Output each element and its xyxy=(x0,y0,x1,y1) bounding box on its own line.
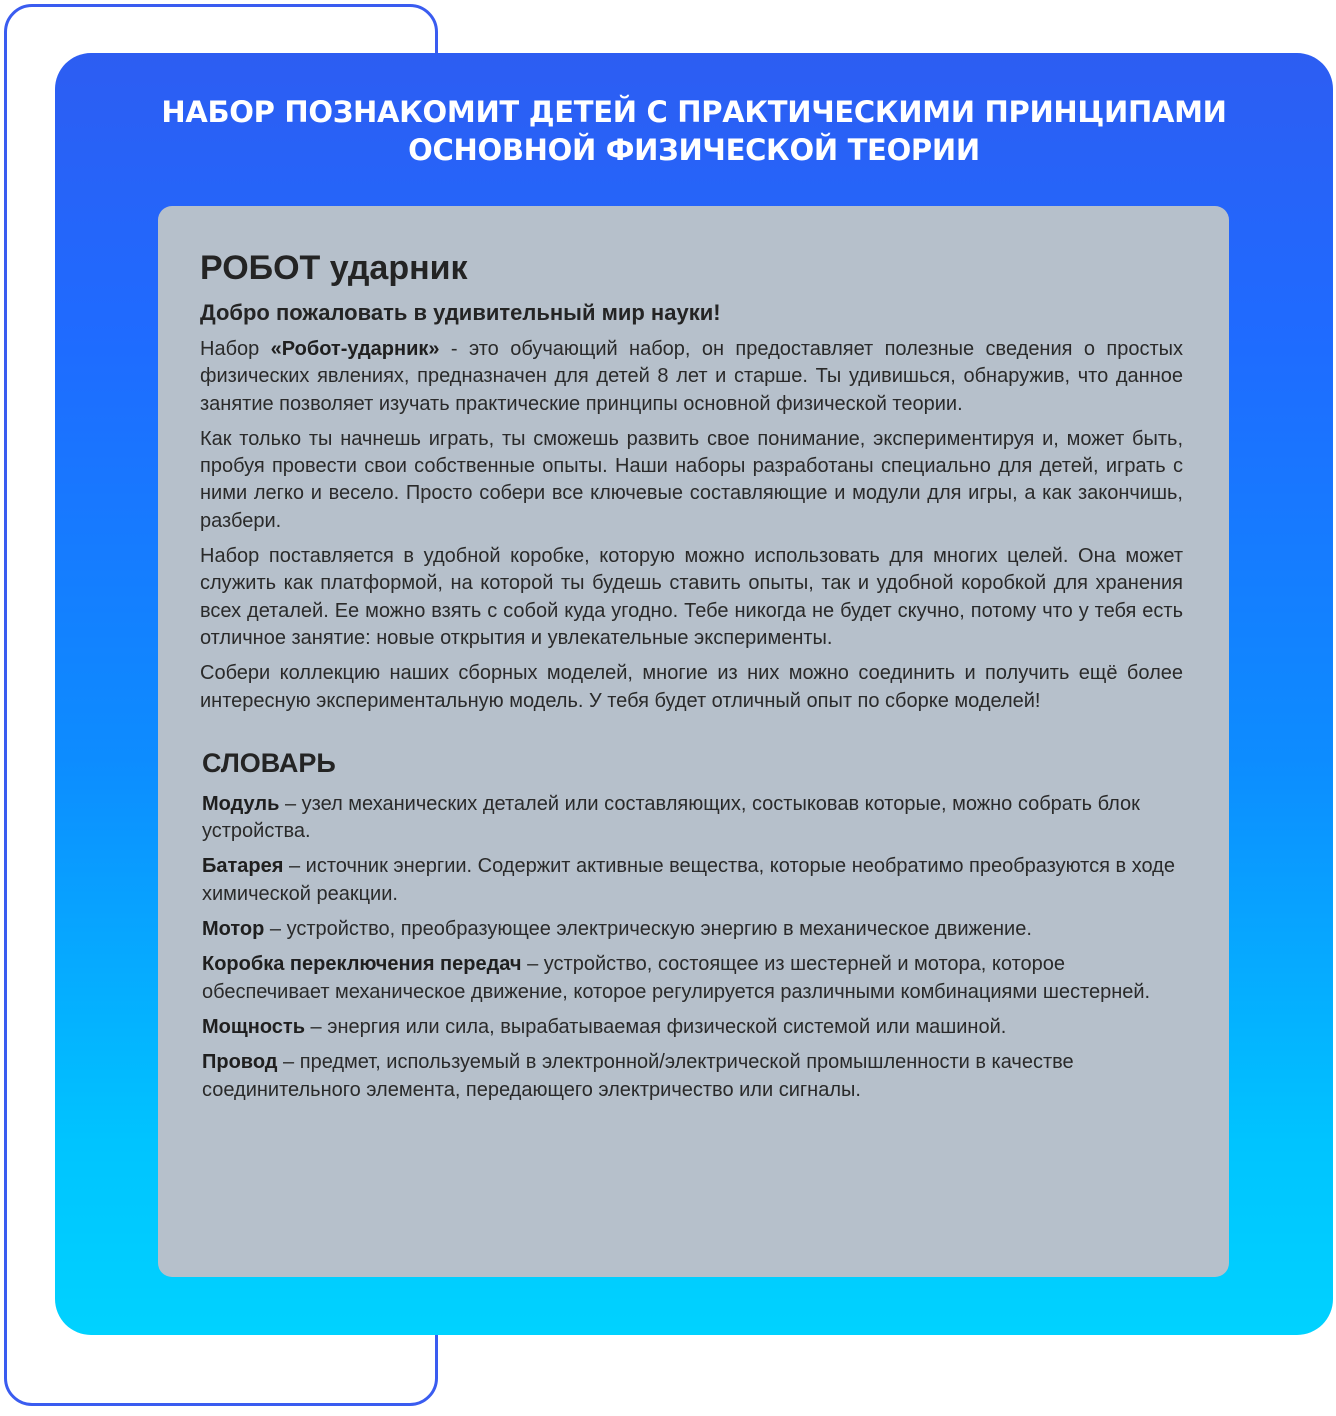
card-title: РОБОТ ударник xyxy=(200,249,468,287)
glossary-definition: – устройство, состоящее из шестерней и мотора, которое обеспечивает механическое движение, которое регулируется различными комбинациями шестерней. xyxy=(202,953,1151,1003)
product-name: «Робот-ударник» xyxy=(270,338,440,360)
glossary-term: Мощность xyxy=(202,1015,305,1038)
glossary-item xyxy=(202,1014,1183,1041)
card-subtitle: Добро пожаловать в удивительный мир науки! xyxy=(200,300,721,325)
glossary-item xyxy=(202,951,1183,1006)
glossary-term: Провод xyxy=(202,1051,278,1074)
glossary-term: Батарея xyxy=(202,855,284,878)
glossary-item xyxy=(202,853,1183,908)
glossary-item xyxy=(202,791,1183,846)
glossary-definition: – источник энергии. Содержит активные вещества, которые необратимо преобразуются в ходе химической реакции. xyxy=(202,855,1175,905)
intro-prefix: Набор xyxy=(200,338,271,360)
glossary-definition: – предмет, используемый в электронной/электрической промышленности в качестве соединительного элемента, передающего электричество или сигналы. xyxy=(202,1051,1074,1101)
glossary-term: Коробка переключения передач xyxy=(202,953,522,976)
blue-gradient-panel xyxy=(55,53,1333,1335)
info-card xyxy=(158,206,1229,1277)
glossary-item xyxy=(202,916,1183,943)
glossary-definition: – энергия или сила, вырабатываемая физической системой или машиной. xyxy=(305,1015,1007,1038)
paragraph-box: Набор поставляется в удобной коробке, которую можно использовать для многих целей. Она может служить как платформой, на которой ты будешь ставить опыты, так и удобной коробкой для хранения всех деталей. Ее можно взять с собой куда угодно. Тебе никогда не будет скучно, потому что у тебя есть отличное занятие: новые открытия и увлекательные эксперименты. xyxy=(200,545,1183,649)
intro-paragraph xyxy=(200,336,1183,418)
intro-rest: - это обучающий набор, он предоставляет полезные сведения о простых физических явлениях, предназначен для детей 8 лет и старше. Ты удивишься, обнаружив, что данное занятие позволяет изучать практические принципы основной физической теории. xyxy=(200,338,1183,415)
glossary-definition: – устройство, преобразующее электрическую энергию в механическое движение. xyxy=(264,918,1032,941)
paragraph-play: Как только ты начнешь играть, ты сможешь развить свое понимание, экспериментируя и, может быть, пробуя провести свои собственные опыты. Наши наборы разработаны специально для детей, играть с ними легко и весело. Просто собери все ключевые составляющие и модули для игры, а как закончишь, разбери. xyxy=(200,427,1183,532)
glossary-definition: – узел механических деталей или составляющих, состыковав которые, можно собрать блок устройства. xyxy=(202,792,1140,843)
paragraph-collection: Собери коллекцию наших сборных моделей, многие из них можно соединить и получить ещё более интересную экспериментальную модель. У тебя будет отличный опыт по сборке моделей! xyxy=(200,662,1183,712)
glossary-item xyxy=(202,1049,1183,1104)
headline-line-2: ОСНОВНОЙ ФИЗИЧЕСКОЙ ТЕОРИИ xyxy=(408,133,980,167)
headline-line-1: НАБОР ПОЗНАКОМИТ ДЕТЕЙ С ПРАКТИЧЕСКИМИ ПРИНЦИПАМИ xyxy=(161,95,1227,129)
headline xyxy=(55,93,1333,169)
glossary-term: Модуль xyxy=(202,792,280,815)
glossary-title: СЛОВАРЬ xyxy=(202,747,336,778)
glossary-term: Мотор xyxy=(202,918,265,941)
